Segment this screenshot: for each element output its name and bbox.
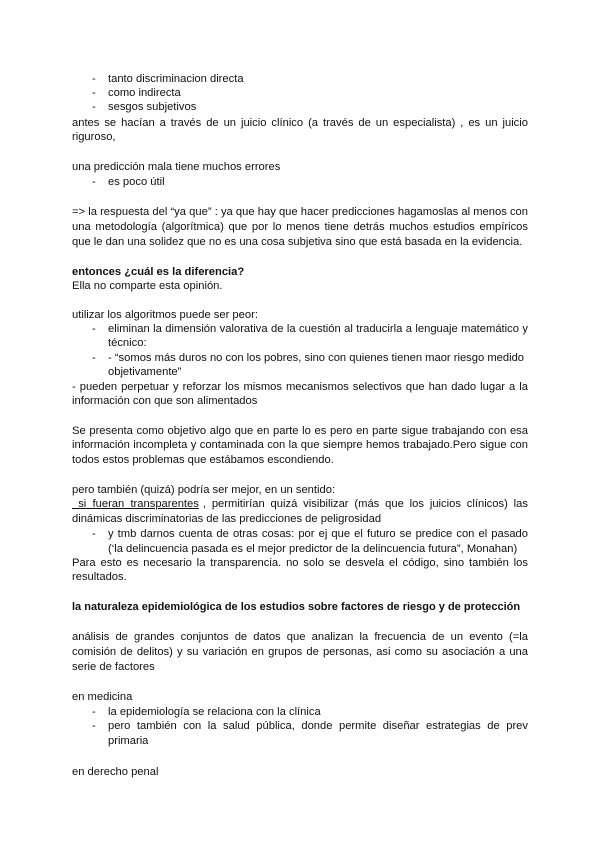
bullet-dash: - — [92, 323, 96, 335]
paragraph-line: dinámicas discriminatorias de las predicciones de peligrosidad — [72, 513, 382, 525]
paragraph-line: Para esto es necesario la transparencia. no solo se desvela el código, sino también los — [72, 557, 528, 569]
list-item: objetivamente” — [108, 366, 182, 378]
paragraph-line: - pueden perpetuar y reforzar los mismos mecanismos selectivos que han dado lugar a la — [72, 381, 528, 393]
paragraph-line: => la respuesta del “ya que” : ya que hay que hacer predicciones hagamoslas al menos con — [72, 206, 528, 218]
bullet-dash: - — [92, 528, 96, 540]
section-heading: entonces ¿cuál es la diferencia? — [72, 266, 245, 278]
paragraph-line: Se presenta como objetivo algo que en parte lo es pero en parte sigue trabajando con esa — [72, 425, 528, 437]
list-item: eliminan la dimensión valorativa de la cuestión al traducirla a lenguaje matemático y — [108, 323, 528, 335]
paragraph-line: análisis de grandes conjuntos de datos que analizan la frecuencia de un evento (=la — [72, 631, 528, 643]
paragraph-line: una metodología (algorítmica) que por lo menos tiene detrás muchos estudios empíricos — [72, 221, 528, 233]
paragraph-line: una predicción mala tiene muchos errores — [72, 161, 281, 173]
paragraph-line: serie de factores — [72, 661, 155, 673]
paragraph-line: pero también (quizá) podría ser mejor, en un sentido: — [72, 484, 336, 496]
bullet-dash: - — [92, 352, 96, 364]
list-item: es poco útil — [108, 176, 165, 188]
bullet-dash: - — [92, 73, 96, 85]
list-item: como indirecta — [108, 87, 181, 99]
underlined-phrase: si fueran transparentes — [72, 498, 199, 510]
paragraph-line: comisión de delitos) y su variación en grupos de personas, asi como su asociación a una — [72, 646, 528, 658]
paragraph-line: utilizar los algoritmos puede ser peor: — [72, 309, 258, 321]
list-item: (‘la delincuencia pasada es el mejor predictor de la delincuencia futura”, Monahan) — [108, 543, 518, 555]
paragraph-line: resultados. — [72, 571, 127, 583]
paragraph-line: riguroso, — [72, 131, 116, 143]
paragraph-line: antes se hacían a través de un juicio clínico (a través de un especialista) , es un juicio — [72, 117, 528, 129]
paragraph-line — [72, 497, 528, 511]
list-item: la epidemiología se relaciona con la clínica — [108, 706, 321, 718]
section-heading: la naturaleza epidemiológica de los estudios sobre factores de riesgo y de protección — [72, 601, 521, 613]
bullet-dash: - — [92, 101, 96, 113]
list-item: tanto discriminacion directa — [108, 73, 244, 85]
paragraph-line: todos estos problemas que estábamos escondiendo. — [72, 454, 334, 466]
list-item: y tmb darnos cuenta de otras cosas: por ej que el futuro se predice con el pasado — [108, 528, 528, 540]
paragraph-line-rest: , permitirían quizá visibilizar (más que los juicios clínicos) las — [202, 498, 528, 510]
paragraph-line: que le dan una solidez que no es una cosa subjetiva sino que está basada en la evidencia. — [72, 236, 523, 248]
bullet-dash: - — [92, 87, 96, 99]
list-item: pero también con la salud pública, donde permite diseñar estrategias de prev — [108, 720, 528, 732]
paragraph-line: en derecho penal — [72, 766, 159, 778]
list-item: técnico: — [108, 337, 147, 349]
paragraph-line: Ella no comparte esta opinión. — [72, 280, 223, 292]
paragraph-line: información incompleta y contaminada con la que siempre hemos trabajado.Pero sigue con — [72, 439, 528, 451]
bullet-dash: - — [92, 720, 96, 732]
list-item: sesgos subjetivos — [108, 101, 197, 113]
paragraph-line: información con que son alimentados — [72, 395, 258, 407]
bullet-dash: - — [92, 706, 96, 718]
paragraph-line: en medicina — [72, 691, 133, 703]
bullet-dash: - — [92, 176, 96, 188]
list-item: primaria — [108, 735, 149, 747]
list-item: - “somos más duros no con los pobres, sino con quienes tienen maor riesgo medido — [108, 352, 525, 364]
